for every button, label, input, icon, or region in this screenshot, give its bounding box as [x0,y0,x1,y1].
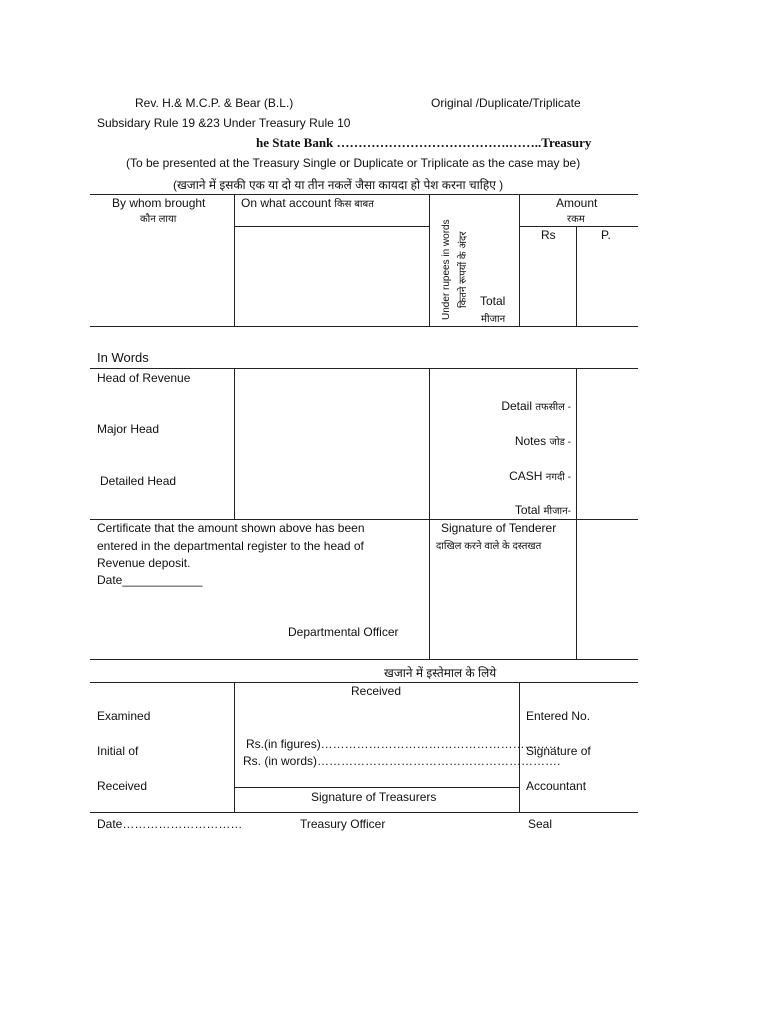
cash-label-hi: नगदी - [545,472,571,483]
accountant-label: Accountant [526,779,587,793]
amount-header: Amount [556,196,598,210]
cash-label-en: CASH [509,469,543,483]
bank-title [256,135,591,151]
footer-date: Date………………………… [97,817,243,831]
rs-in-words-field: Rs. (in words)……………………………………………………. [243,754,561,768]
rs-column-header: Rs [541,228,556,242]
table2-col-divider-2 [429,368,430,659]
bank-prefix: he State Bank [256,135,337,150]
rs-in-figures-field: Rs.(in figures)…………………………………………………… [246,737,561,751]
certificate-date-line: Date____________ [97,573,203,587]
bank-suffix: ..Treasury [534,135,592,150]
table3-col-divider-1 [234,682,235,812]
detailed-head-label: Detailed Head [100,474,177,488]
table2-col-divider-3 [576,368,577,659]
received-top-label: Received [351,684,402,698]
total-row-label [515,503,571,517]
notes-label-en: Notes [514,434,547,448]
table1-col-divider-2 [429,194,430,326]
col-rupees-in-words-vertical-hi: कितने रूपयों के अंदर [458,231,469,308]
instruction-hi: (खजाने में इसकी एक या दो या तीन नकलें जैसा कायदा हो पेश करना चाहिए ) [173,178,504,192]
rule-text: Subsidary Rule 19 &23 Under Treasury Rule 10 [97,116,351,130]
total-row-label-hi: मीजान- [543,506,571,517]
signature-of-label: Signature of [526,744,591,758]
seal-label: Seal [528,817,553,831]
detail-label [501,399,571,413]
rev-text: Rev. H.& M.C.P. & Bear (B.L.) [135,96,294,110]
notes-label-hi: जोड - [549,437,571,448]
head-of-revenue-label: Head of Revenue [97,371,191,385]
notes-label [515,434,571,448]
table2-bottom-border [90,659,638,660]
col-by-whom-brought-hi: कौन लाया [140,214,177,225]
initial-of-label: Initial of [97,744,139,758]
instruction-en: (To be presented at the Treasury Single or Duplicate or Triplicate as the case may be) [126,156,581,170]
table3-bottom-border [90,812,638,813]
detail-label-en: Detail [501,399,532,413]
major-head-label: Major Head [97,422,160,436]
bank-dots: ………………………………….…… [336,135,535,150]
total-label: Total [480,294,506,308]
table2-top-border [90,368,638,369]
col-on-what-account-hi: किस बाबत [334,199,374,210]
table1-top-border [90,194,638,195]
signature-of-tenderer-label: Signature of Tenderer [441,521,557,535]
certificate-line-2: entered in the departmental register to the head of [97,539,364,553]
table1-col-divider-3 [519,194,520,326]
treasury-officer-label: Treasury Officer [300,817,386,831]
table2-middle-border [90,519,638,520]
table1-col-divider-1 [234,194,235,326]
paise-column-header: P. [601,228,611,242]
in-words-label: In Words [97,350,149,365]
table1-bottom-border [90,326,638,327]
total-row-label-en: Total [514,503,541,517]
col-rupees-in-words-vertical: Under rupees in words [441,219,452,320]
cash-label [509,469,571,483]
table2-col-divider-1 [234,368,235,519]
received-label: Received [97,779,148,793]
departmental-officer-label: Departmental Officer [288,625,399,639]
table1-col-divider-4 [576,226,577,326]
col-on-what-account [241,196,374,210]
certificate-line-1: Certificate that the amount shown above has been [97,521,365,535]
col-on-what-account-en: On what account [241,196,332,210]
copy-type-text: Original /Duplicate/Triplicate [431,96,581,110]
signature-of-tenderer-hi: दाखिल करने वाले के दस्तखत [436,541,542,552]
table3-treasurer-sig-line [234,787,519,788]
signature-of-treasurers-label: Signature of Treasurers [311,790,437,804]
examined-label: Examined [97,709,151,723]
detail-label-hi: तफसील - [535,402,571,413]
certificate-line-3: Revenue deposit. [97,556,191,570]
table1-amount-underline [519,226,638,227]
table3-top-border [90,682,638,683]
col-by-whom-brought: By whom brought [112,196,206,210]
treasury-use-heading: खजाने में इस्तेमाल के लिये [384,666,497,680]
total-label-hi: मीजान [481,314,506,325]
entered-no-label: Entered No. [526,709,591,723]
table1-account-underline [234,226,429,227]
amount-header-hi: रकम [567,214,585,225]
